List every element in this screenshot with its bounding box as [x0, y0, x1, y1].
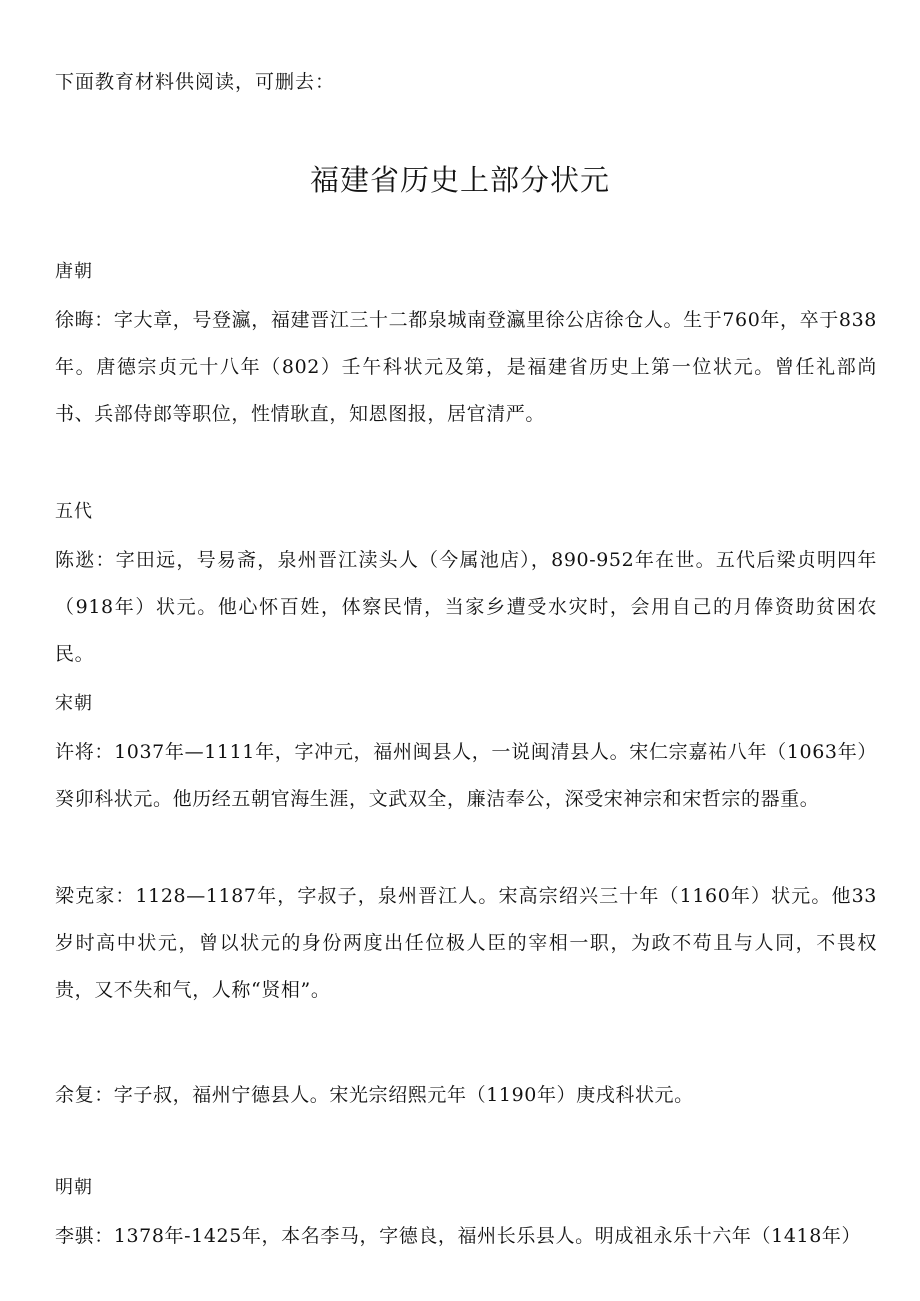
- entry-yu-fu: 余复：字子叔，福州宁德县人。宋光宗绍熙元年（1190年）庚戌科状元。: [55, 1084, 694, 1106]
- dynasty-heading-wudai: 五代: [55, 501, 93, 522]
- dynasty-heading-tang: 唐朝: [55, 261, 93, 282]
- entry-chen-ti: 陈逖：字田远，号易斋，泉州晋江渎头人（今属池店），890-952年在世。五代后梁贞明四年（918年）状元。他心怀百姓，体察民情，当家乡遭受水灾时，会用自己的月俸资助贫困农民。: [55, 549, 877, 665]
- dynasty-heading-ming: 明朝: [55, 1177, 93, 1198]
- removable-note: 下面教育材料供阅读，可删去：: [55, 71, 336, 93]
- entry-liang-kejia: 梁克家：1128—1187年，字叔子，泉州晋江人。宋高宗绍兴三十年（1160年）状元。他33岁时高中状元，曾以状元的身份两度出任位极人臣的宰相一职，为政不苟且与人同，不畏权贵，又不失和气，人称“贤相”。: [55, 885, 877, 1001]
- page-title: 福建省历史上部分状元: [309, 163, 610, 197]
- entry-xu-jiang: 许将：1037年—1111年，字冲元，福州闽县人，一说闽清县人。宋仁宗嘉祐八年（1063年）癸卯科状元。他历经五朝官海生涯，文武双全，廉洁奉公，深受宋神宗和宋哲宗的器重。: [55, 741, 877, 810]
- dynasty-heading-song: 宋朝: [55, 693, 93, 714]
- entry-li-qi: 李骐：1378年-1425年，本名李马，字德良，福州长乐县人。明成祖永乐十六年（1418年）: [55, 1225, 862, 1247]
- entry-xu-hui: 徐晦：字大章，号登瀛，福建晋江三十二都泉城南登瀛里徐公店徐仓人。生于760年，卒于838年。唐德宗贞元十八年（802）壬午科状元及第，是福建省历史上第一位状元。曾任礼部尚书、兵部侍郎等职位，性情耿直，知恩图报，居官清严。: [55, 309, 877, 425]
